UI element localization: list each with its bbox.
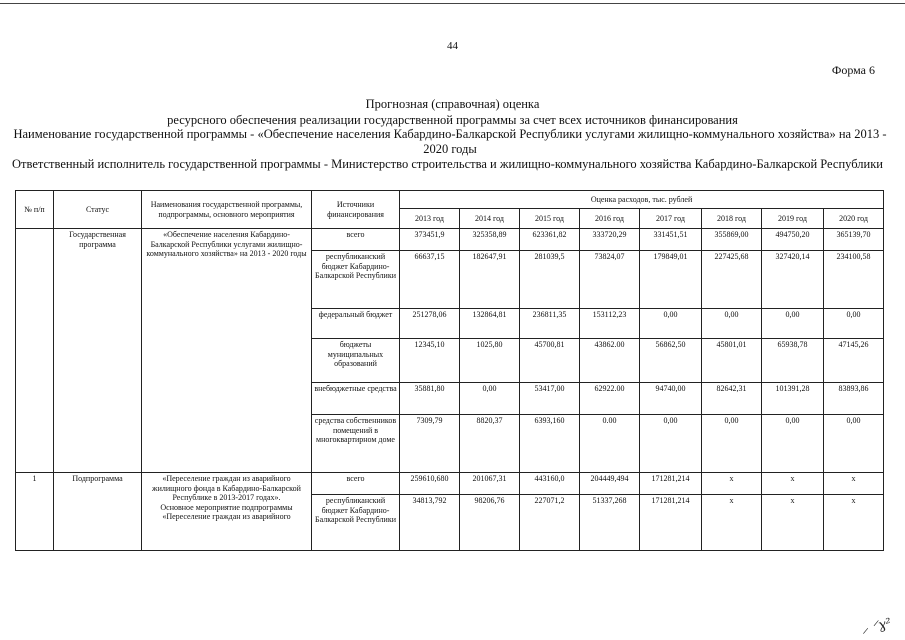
value-cell: 65938,78 (762, 339, 824, 383)
value-cell: 281039,5 (520, 251, 580, 309)
value-cell: 83893,86 (824, 383, 884, 415)
value-cell: х (824, 473, 884, 495)
value-cell: 227425,68 (702, 251, 762, 309)
value-cell: 355869,00 (702, 229, 762, 251)
program-name: Наименование государственной программы - «Обеспечение населения Кабардино-Балкарской Республики услугами жилищно-коммунального хозяйства» на 2013 - 2020 годы (13, 127, 887, 156)
value-cell: 132864,81 (460, 309, 520, 339)
source-cell: федеральный бюджет (312, 309, 400, 339)
source-cell: всего (312, 229, 400, 251)
value-cell: 6393,160 (520, 415, 580, 473)
value-cell: 623361,82 (520, 229, 580, 251)
row-status: Подпрограмма (54, 473, 142, 551)
value-cell: 443160,0 (520, 473, 580, 495)
value-cell: 45801,01 (702, 339, 762, 383)
value-cell: 171281,214 (640, 495, 702, 551)
value-cell: 0,00 (640, 415, 702, 473)
value-cell: 0,00 (640, 309, 702, 339)
value-cell: 325358,89 (460, 229, 520, 251)
doc-subtitle: ресурсного обеспечения реализации государственной программы за счет всех источников финансирования (167, 113, 738, 127)
value-cell: 365139,70 (824, 229, 884, 251)
value-cell: 0,00 (702, 415, 762, 473)
header-status: Статус (54, 191, 142, 229)
value-cell: 43862.00 (580, 339, 640, 383)
year-header: 2018 год (702, 209, 762, 229)
value-cell: 53417,00 (520, 383, 580, 415)
value-cell: 51337,268 (580, 495, 640, 551)
value-cell: 251278,06 (400, 309, 460, 339)
year-header: 2019 год (762, 209, 824, 229)
value-cell: 34813,792 (400, 495, 460, 551)
header-name: Наименования государственной программы, подпрограммы, основного мероприятия (142, 191, 312, 229)
value-cell: 82642,31 (702, 383, 762, 415)
header-sources: Источники финансирования (312, 191, 400, 229)
value-cell: 204449,494 (580, 473, 640, 495)
subprogram-main-activity: Основное мероприятие подпрограммы «Переселение граждан из аварийного (160, 502, 293, 521)
value-cell: 333720,29 (580, 229, 640, 251)
value-cell: 0,00 (762, 309, 824, 339)
financing-table (15, 190, 884, 551)
header-estimate: Оценка расходов, тыс. рублей (400, 191, 884, 209)
value-cell: 234100,58 (824, 251, 884, 309)
top-border-line (0, 3, 905, 4)
row-name (142, 473, 312, 551)
value-cell: 227071,2 (520, 495, 580, 551)
value-cell: 236811,35 (520, 309, 580, 339)
page-number: 44 (447, 40, 458, 52)
year-header: 2014 год (460, 209, 520, 229)
value-cell: 0,00 (762, 415, 824, 473)
value-cell: 47145,26 (824, 339, 884, 383)
value-cell: 94740,00 (640, 383, 702, 415)
handwritten-signature: ⸝ ⸍ɣ² (859, 615, 893, 637)
subprogram-name: «Переселение граждан из аварийного жилищного фонда в Кабардино-Балкарской Республике в 2013-2017 годах». (152, 474, 301, 502)
value-cell: 0.00 (580, 415, 640, 473)
value-cell: 153112,23 (580, 309, 640, 339)
value-cell: 0,00 (824, 309, 884, 339)
table-row (16, 229, 884, 251)
value-cell: 62922.00 (580, 383, 640, 415)
value-cell: 45700,81 (520, 339, 580, 383)
header-num: № п/п (16, 191, 54, 229)
value-cell: 494750,20 (762, 229, 824, 251)
table-row (16, 473, 884, 495)
value-cell: 56862,50 (640, 339, 702, 383)
source-cell: средства собственников помещений в многоквартирном доме (312, 415, 400, 473)
value-cell: 98206,76 (460, 495, 520, 551)
value-cell: 0,00 (460, 383, 520, 415)
year-header: 2017 год (640, 209, 702, 229)
value-cell: 373451,9 (400, 229, 460, 251)
year-header: 2016 год (580, 209, 640, 229)
value-cell: 35881,80 (400, 383, 460, 415)
value-cell: 7309,79 (400, 415, 460, 473)
source-cell: бюджеты муниципальных образований (312, 339, 400, 383)
value-cell: 179849,01 (640, 251, 702, 309)
value-cell: 201067,31 (460, 473, 520, 495)
year-header: 2020 год (824, 209, 884, 229)
doc-title: Прогнозная (справочная) оценка (365, 97, 540, 111)
value-cell: 73824,07 (580, 251, 640, 309)
value-cell: х (702, 495, 762, 551)
value-cell: 0,00 (824, 415, 884, 473)
value-cell: 66637,15 (400, 251, 460, 309)
value-cell: 101391,28 (762, 383, 824, 415)
value-cell: 8820,37 (460, 415, 520, 473)
value-cell: 171281,214 (640, 473, 702, 495)
row-name: «Обеспечение населения Кабардино-Балкарской Республики услугами жилищно-коммунального хозяйства» на 2013 - 2020 годы (142, 229, 312, 473)
row-num: 1 (16, 473, 54, 551)
value-cell: 0,00 (702, 309, 762, 339)
source-cell: внебюджетные средства (312, 383, 400, 415)
source-cell: республиканский бюджет Кабардино-Балкарской Республики (312, 251, 400, 309)
responsible-executor: Ответственный исполнитель государственной программы - Министерство строительства и жилищно-коммунального хозяйства Кабардино-Балкарской Республики (12, 157, 883, 171)
row-num (16, 229, 54, 473)
value-cell: х (824, 495, 884, 551)
year-header: 2013 год (400, 209, 460, 229)
header-row (16, 191, 884, 209)
value-cell: 327420,14 (762, 251, 824, 309)
value-cell: 182647,91 (460, 251, 520, 309)
value-cell: х (762, 473, 824, 495)
source-cell: республиканский бюджет Кабардино-Балкарской Республики (312, 495, 400, 551)
source-cell: всего (312, 473, 400, 495)
value-cell: 259610,680 (400, 473, 460, 495)
value-cell: 331451,51 (640, 229, 702, 251)
value-cell: 12345,10 (400, 339, 460, 383)
year-header: 2015 год (520, 209, 580, 229)
value-cell: х (702, 473, 762, 495)
row-status: Государственная программа (54, 229, 142, 473)
form-label: Форма 6 (831, 63, 875, 77)
value-cell: х (762, 495, 824, 551)
value-cell: 1025,80 (460, 339, 520, 383)
